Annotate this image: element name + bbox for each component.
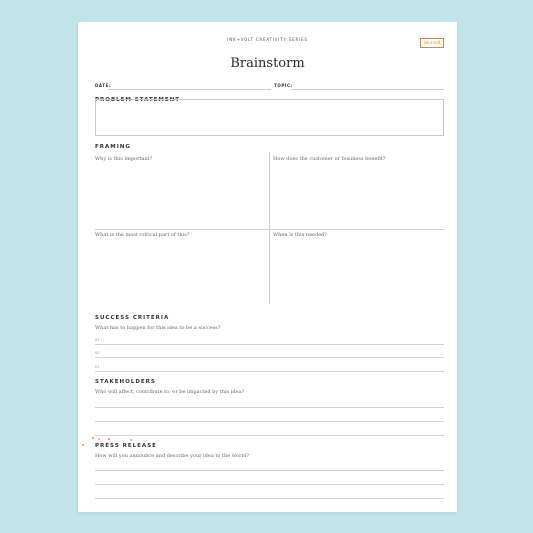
- criteria-line-3[interactable]: [95, 371, 444, 372]
- stakeholders-line-3[interactable]: [95, 435, 444, 436]
- framing-question-4: When is this needed?: [273, 232, 328, 238]
- worksheet-page: [78, 22, 457, 512]
- framing-answer-1[interactable]: [95, 159, 267, 227]
- topic-label: TOPIC:: [274, 83, 293, 88]
- framing-label: FRAMING: [95, 144, 131, 150]
- framing-vertical-divider: [269, 152, 270, 304]
- framing-answer-4[interactable]: [273, 236, 444, 302]
- stakeholders-label: STAKEHOLDERS: [95, 379, 156, 385]
- press-release-prompt: How will you announce and describe your idea to the world?: [95, 453, 249, 459]
- framing-question-1: Why is this important?: [95, 156, 153, 162]
- success-criteria-label: SUCCESS CRITERIA: [95, 315, 170, 321]
- criteria-number: 03: [95, 365, 100, 369]
- criteria-number: 02: [95, 351, 100, 355]
- criteria-line-1[interactable]: [95, 344, 444, 345]
- series-label: INK+VOLT CREATIVITY SERIES: [227, 37, 308, 42]
- framing-horizontal-divider: [95, 229, 444, 230]
- stakeholders-line-2[interactable]: [95, 421, 444, 422]
- brand-logo: ink+volt: [420, 38, 444, 48]
- decorative-dot: [92, 437, 94, 439]
- problem-statement-label: PROBLEM STATEMENT: [95, 97, 180, 103]
- framing-answer-3[interactable]: [95, 236, 267, 302]
- framing-answer-2[interactable]: [273, 159, 444, 227]
- date-label: DATE:: [95, 83, 112, 88]
- press-line-2[interactable]: [95, 484, 444, 485]
- decorative-dot: [130, 439, 132, 441]
- decorative-dot: [108, 438, 110, 440]
- framing-question-3: What is the most critical part of this?: [95, 232, 190, 238]
- decorative-dot: [82, 444, 84, 446]
- problem-statement-box[interactable]: [95, 99, 444, 136]
- framing-question-2: How does the customer or business benefit?: [273, 156, 386, 162]
- topic-field[interactable]: [291, 89, 444, 90]
- press-line-1[interactable]: [95, 470, 444, 471]
- press-line-3[interactable]: [95, 498, 444, 499]
- date-field[interactable]: [108, 89, 271, 90]
- stakeholders-line-1[interactable]: [95, 407, 444, 408]
- success-criteria-prompt: What has to happen for this idea to be a success?: [95, 325, 221, 331]
- page-title: Brainstorm: [230, 56, 305, 71]
- criteria-line-2[interactable]: [95, 357, 444, 358]
- stakeholders-prompt: Who will affect, contribute to, or be impacted by this idea?: [95, 389, 245, 395]
- decorative-dot: [98, 438, 100, 440]
- press-release-label: PRESS RELEASE: [95, 443, 157, 449]
- criteria-number: 01: [95, 338, 100, 342]
